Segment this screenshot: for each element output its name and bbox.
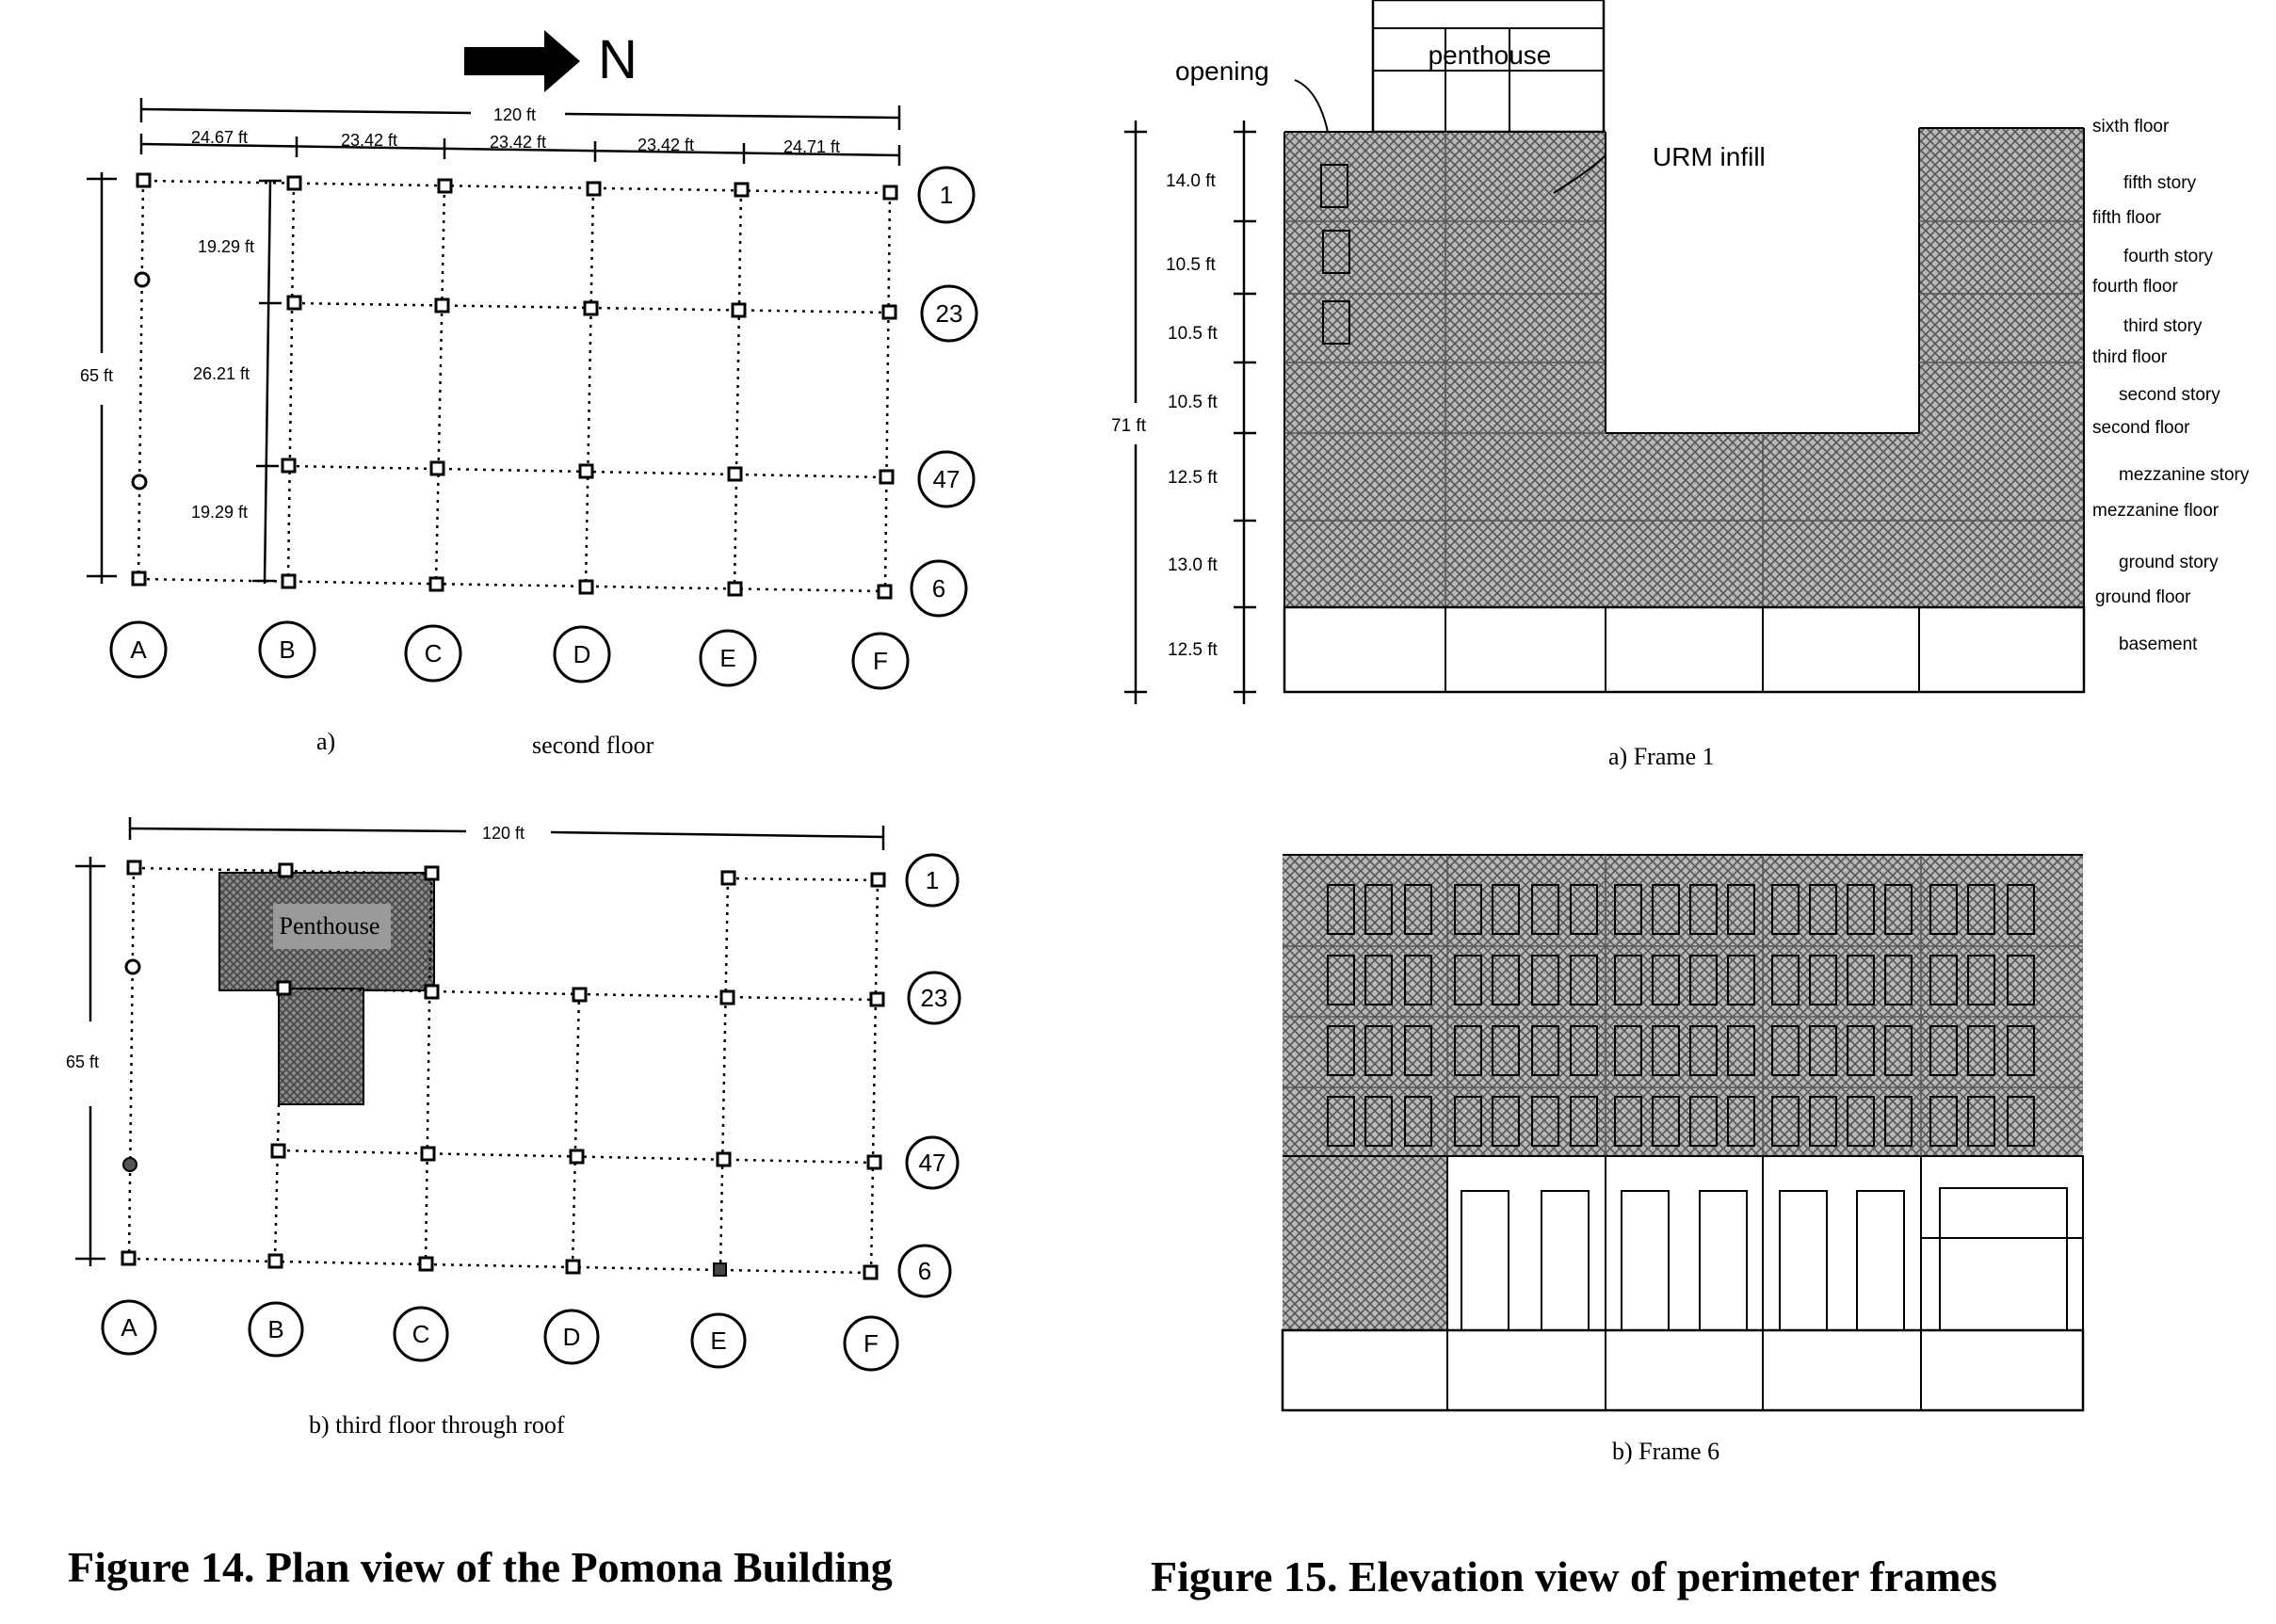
bay-dim-3: 23.42 ft — [490, 133, 547, 152]
column-bubbles-b — [103, 1301, 897, 1370]
column-label-f: F — [873, 647, 888, 675]
penthouse-label-elev: penthouse — [1428, 40, 1552, 70]
elevation-frame-1 — [1111, 0, 2250, 770]
row-label-6-b: 6 — [917, 1257, 932, 1285]
level-third-story: third story — [2123, 316, 2203, 336]
column-label-f-b: F — [864, 1329, 879, 1358]
bay-dim-2: 23.42 ft — [341, 131, 398, 150]
column-bubbles — [111, 622, 908, 688]
level-fifth-story: fifth story — [2123, 173, 2197, 193]
row-bubbles — [912, 168, 977, 616]
figure-14-caption: Figure 14. Plan view of the Pomona Building — [68, 1543, 893, 1591]
frame-6-ground-openings — [1447, 1156, 2083, 1330]
level-basement: basement — [2119, 635, 2198, 654]
column-label-b-b: B — [267, 1315, 284, 1343]
level-mezzanine-floor: mezzanine floor — [2092, 501, 2220, 521]
level-second-floor: second floor — [2092, 418, 2190, 438]
caption-frame-6: b) Frame 6 — [1612, 1438, 1720, 1465]
row-label-1: 1 — [939, 181, 954, 209]
row-bubbles-b — [899, 855, 960, 1296]
level-fifth-floor: fifth floor — [2092, 208, 2161, 228]
level-fourth-story: fourth story — [2123, 247, 2214, 266]
penthouse-label: Penthouse — [279, 912, 380, 940]
row-label-23-b: 23 — [920, 984, 948, 1012]
column-label-c: C — [424, 639, 443, 667]
column-label-d-b: D — [562, 1323, 581, 1351]
story-height-6: 13.0 ft — [1168, 555, 1218, 575]
opening-leader — [1295, 80, 1328, 132]
row-label-6: 6 — [931, 574, 946, 603]
caption-frame-1: a) Frame 1 — [1608, 743, 1715, 770]
row-label-23: 23 — [935, 299, 963, 328]
figure-15-caption: Figure 15. Elevation view of perimeter frames — [1151, 1552, 1997, 1600]
bay-dim-4: 23.42 ft — [638, 136, 695, 154]
level-fourth-floor: fourth floor — [2092, 277, 2178, 297]
row-label-47-b: 47 — [918, 1149, 946, 1177]
level-ground-floor: ground floor — [2095, 587, 2191, 607]
story-height-2: 10.5 ft — [1166, 255, 1216, 275]
total-height: 71 ft — [1111, 416, 1146, 436]
column-label-c-b: C — [412, 1320, 430, 1348]
story-height-3: 10.5 ft — [1168, 324, 1218, 344]
row-label-47: 47 — [932, 465, 960, 493]
urm-infill-label: URM infill — [1653, 142, 1766, 171]
column-label-e: E — [719, 644, 736, 672]
row-label-1-b: 1 — [925, 866, 940, 894]
bay-dim-5: 24.71 ft — [783, 137, 841, 156]
caption-letter-a: a) — [316, 728, 336, 755]
plan-third-floor-roof — [66, 817, 960, 1439]
row-dim-1: 19.29 ft — [198, 237, 255, 256]
overall-dimension: 120 ft — [493, 105, 537, 124]
row-dim-3: 19.29 ft — [191, 503, 249, 522]
story-height-5: 12.5 ft — [1168, 468, 1218, 488]
depth-dimension: 65 ft — [80, 366, 114, 385]
story-height-4: 10.5 ft — [1168, 393, 1218, 412]
column-label-a-b: A — [121, 1313, 137, 1342]
column-label-d: D — [573, 640, 591, 668]
row-dim-2: 26.21 ft — [193, 364, 250, 383]
column-label-a: A — [130, 635, 147, 664]
frame-6-basement — [1283, 1330, 2083, 1410]
story-height-1: 14.0 ft — [1166, 171, 1216, 191]
level-ground-story: ground story — [2119, 553, 2219, 572]
level-second-story: second story — [2119, 385, 2220, 405]
bay-dim-1: 24.67 ft — [191, 128, 249, 147]
north-arrow-icon — [464, 30, 580, 92]
column-label-e-b: E — [710, 1327, 727, 1355]
overall-dimension-b: 120 ft — [482, 824, 525, 843]
caption-third-floor-roof: b) third floor through roof — [309, 1411, 565, 1439]
plan-second-floor — [80, 29, 977, 759]
story-dimension-line — [1124, 121, 1256, 704]
north-label: N — [598, 29, 638, 90]
column-label-b: B — [279, 635, 296, 664]
row-dimension-line — [252, 181, 282, 584]
elevation-frame-6 — [1283, 855, 2083, 1465]
opening-label: opening — [1175, 56, 1269, 86]
basement-frame — [1284, 607, 2084, 692]
level-mezzanine-story: mezzanine story — [2119, 465, 2250, 485]
story-height-7: 12.5 ft — [1168, 640, 1218, 660]
depth-dimension-b: 65 ft — [66, 1053, 100, 1071]
level-sixth-floor: sixth floor — [2092, 117, 2170, 137]
caption-second-floor: second floor — [532, 732, 654, 759]
level-third-floor: third floor — [2092, 347, 2168, 367]
